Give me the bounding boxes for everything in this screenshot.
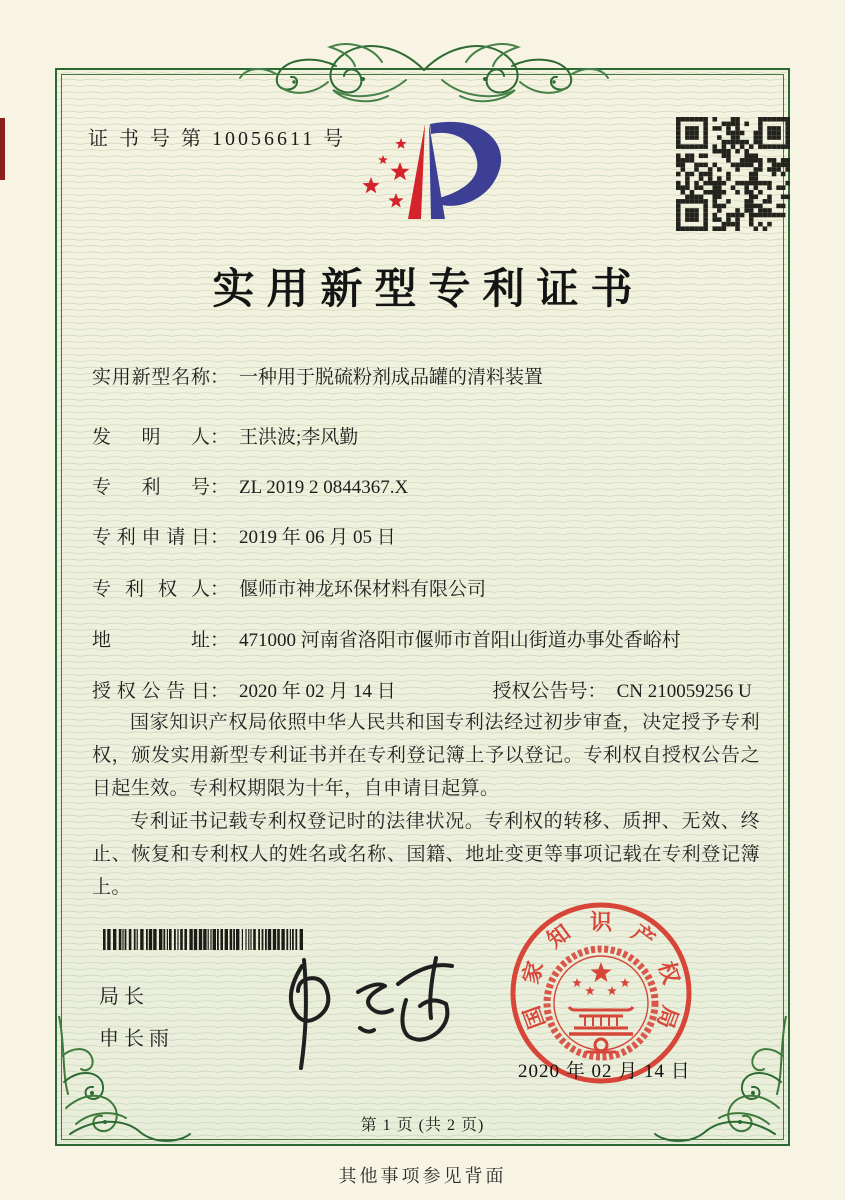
svg-text:局: 局 — [652, 1002, 684, 1032]
cnipa-logo-icon — [333, 112, 523, 237]
page-number: 第 1 页 (共 2 页) — [360, 1117, 485, 1134]
field-colon: ： — [210, 367, 230, 388]
field-label: 发明人 — [92, 427, 210, 448]
field-value: 王洪波;李风勤 — [239, 427, 359, 448]
certificate-number: 证 书 号 第 10056611 号 — [88, 128, 347, 150]
director-signature — [238, 942, 478, 1082]
director-block — [99, 976, 174, 1060]
field-value: 一种用于脱硫粉剂成品罐的清料装置 — [239, 367, 544, 388]
field-colon: ： — [587, 681, 607, 702]
director-title: 局长 — [99, 986, 149, 1008]
svg-text:国: 国 — [518, 1002, 550, 1032]
field-colon: ： — [210, 630, 230, 651]
svg-text:家: 家 — [517, 958, 549, 987]
scan-edge-mark — [0, 118, 5, 180]
legal-text-block — [92, 706, 760, 904]
legal-paragraph: 国家知识产权局依照中华人民共和国专利法经过初步审查，决定授予专利权，颁发实用新型专利证书并在专利登记簿上予以登记。专利权自授权公告之日起生效。专利权期限为十年，自申请日起算。 — [92, 712, 760, 799]
national-emblem-icon — [547, 949, 655, 1057]
field-label: 专利申请日 — [92, 527, 210, 548]
grant-date-value: 2020 年 02 月 14 日 — [239, 681, 396, 702]
field-row-filing-date — [92, 522, 396, 549]
field-label: 专利号 — [92, 477, 210, 498]
svg-text:知: 知 — [542, 919, 575, 953]
director-name: 申长雨 — [99, 1028, 174, 1050]
field-colon: ： — [210, 579, 230, 600]
field-value: ZL 2019 2 0844367.X — [239, 477, 409, 498]
field-colon: ： — [210, 427, 230, 448]
field-value: 2019 年 06 月 05 日 — [239, 527, 396, 548]
field-label: 专利权人 — [92, 579, 210, 600]
svg-text:识: 识 — [589, 909, 613, 935]
certificate-title: 实用新型专利证书 — [212, 267, 645, 313]
back-side-note: 其他事项参见背面 — [338, 1166, 507, 1186]
grant-number-value: CN 210059256 U — [616, 681, 752, 702]
field-label: 地址 — [92, 630, 210, 651]
field-row-patentee — [92, 574, 486, 601]
field-row-inventor — [92, 422, 358, 449]
svg-text:产: 产 — [627, 919, 660, 953]
legal-paragraph: 专利证书记载专利权登记时的法律状况。专利权的转移、质押、无效、终止、恢复和专利权人的姓名或名称、国籍、地址变更等事项记载在专利登记簿上。 — [92, 811, 760, 898]
field-value: 偃师市神龙环保材料有限公司 — [239, 579, 487, 600]
field-row-grant — [92, 676, 752, 703]
seal-date: 2020 年 02 月 14 日 — [518, 1061, 691, 1082]
field-row-invention-name — [92, 362, 543, 389]
field-colon: ： — [210, 527, 230, 548]
field-row-patent-number — [92, 472, 408, 499]
grant-date-label: 授权公告日 — [92, 681, 210, 702]
qr-code — [676, 117, 790, 231]
field-value: 471000 河南省洛阳市偃师市首阳山街道办事处香峪村 — [239, 630, 681, 651]
field-colon: ： — [210, 477, 230, 498]
grant-number-label: 授权公告号 — [492, 681, 588, 702]
svg-text:权: 权 — [653, 958, 685, 987]
field-row-address — [92, 625, 681, 652]
dragon-ornament — [232, 26, 616, 112]
field-label: 实用新型名称 — [92, 367, 210, 388]
field-colon: ： — [210, 681, 230, 702]
